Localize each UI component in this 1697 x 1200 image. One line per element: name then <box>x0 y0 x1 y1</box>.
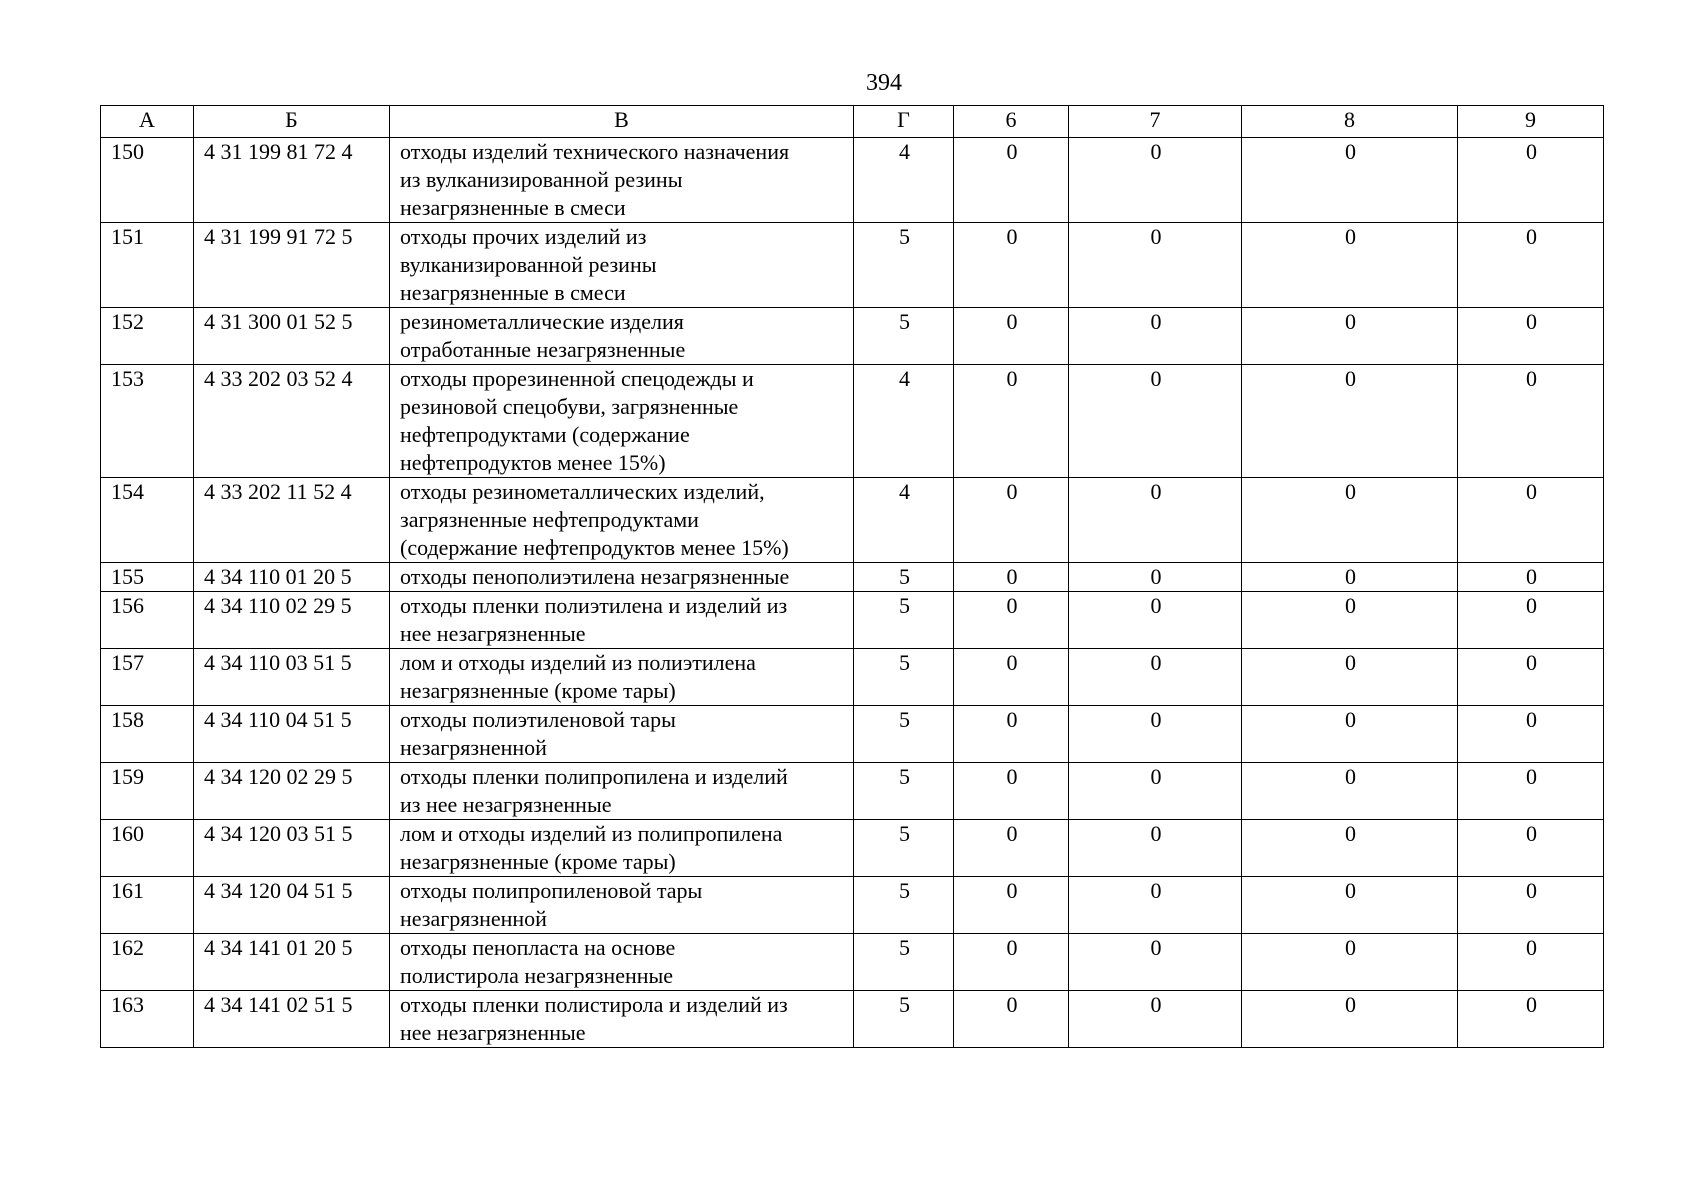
waste-code-cell: 4 34 110 04 51 5 <box>194 706 390 763</box>
hazard-class-cell: 5 <box>854 934 954 991</box>
row-number-cell: 153 <box>101 365 194 478</box>
col-9-value-cell: 0 <box>1458 592 1604 649</box>
waste-classification-table <box>100 105 1604 1048</box>
col-6-value-cell: 0 <box>954 138 1069 223</box>
hazard-class-cell: 5 <box>854 877 954 934</box>
waste-code-cell: 4 31 199 81 72 4 <box>194 138 390 223</box>
waste-name-cell: отходы прорезиненной спецодежды и резиновой спецобуви, загрязненные нефтепродуктами (содержание нефтепродуктов менее 15%) <box>390 365 854 478</box>
waste-name-cell: отходы резинометаллических изделий, загрязненные нефтепродуктами (содержание нефтепродуктов менее 15%) <box>390 478 854 563</box>
col-7-value-cell: 0 <box>1069 563 1242 592</box>
waste-code-cell: 4 31 199 91 72 5 <box>194 223 390 308</box>
col-6-value-cell: 0 <box>954 223 1069 308</box>
row-number-cell: 156 <box>101 592 194 649</box>
col-7-value-cell: 0 <box>1069 934 1242 991</box>
waste-code-cell: 4 33 202 03 52 4 <box>194 365 390 478</box>
col-7-value-cell: 0 <box>1069 820 1242 877</box>
col-9-value-cell: 0 <box>1458 478 1604 563</box>
col-6-value-cell: 0 <box>954 991 1069 1048</box>
waste-name-cell: отходы полипропиленовой тары незагрязненной <box>390 877 854 934</box>
col-7-value-cell: 0 <box>1069 877 1242 934</box>
col-9-value-cell: 0 <box>1458 223 1604 308</box>
header-cell-v: В <box>390 106 854 138</box>
table-row <box>101 991 1604 1048</box>
col-6-value-cell: 0 <box>954 563 1069 592</box>
row-number-cell: 159 <box>101 763 194 820</box>
col-9-value-cell: 0 <box>1458 706 1604 763</box>
hazard-class-cell: 4 <box>854 365 954 478</box>
hazard-class-cell: 5 <box>854 649 954 706</box>
table-row <box>101 365 1604 478</box>
hazard-class-cell: 5 <box>854 592 954 649</box>
table-row <box>101 308 1604 365</box>
hazard-class-cell: 5 <box>854 763 954 820</box>
col-6-value-cell: 0 <box>954 934 1069 991</box>
hazard-class-cell: 4 <box>854 478 954 563</box>
hazard-class-cell: 5 <box>854 563 954 592</box>
col-6-value-cell: 0 <box>954 763 1069 820</box>
row-number-cell: 157 <box>101 649 194 706</box>
col-6-value-cell: 0 <box>954 820 1069 877</box>
header-cell-a: А <box>101 106 194 138</box>
col-7-value-cell: 0 <box>1069 223 1242 308</box>
table-row <box>101 763 1604 820</box>
waste-name-cell: отходы пленки полистирола и изделий из нее незагрязненные <box>390 991 854 1048</box>
row-number-cell: 155 <box>101 563 194 592</box>
header-cell-8: 8 <box>1242 106 1458 138</box>
col-7-value-cell: 0 <box>1069 308 1242 365</box>
table-row <box>101 478 1604 563</box>
waste-code-cell: 4 34 120 04 51 5 <box>194 877 390 934</box>
table-row <box>101 934 1604 991</box>
col-9-value-cell: 0 <box>1458 308 1604 365</box>
col-9-value-cell: 0 <box>1458 934 1604 991</box>
header-cell-7: 7 <box>1069 106 1242 138</box>
col-7-value-cell: 0 <box>1069 706 1242 763</box>
hazard-class-cell: 5 <box>854 991 954 1048</box>
header-cell-6: 6 <box>954 106 1069 138</box>
waste-name-cell: отходы пленки полипропилена и изделий из нее незагрязненные <box>390 763 854 820</box>
col-6-value-cell: 0 <box>954 592 1069 649</box>
col-9-value-cell: 0 <box>1458 649 1604 706</box>
col-8-value-cell: 0 <box>1242 820 1458 877</box>
table-header-row <box>101 106 1604 138</box>
col-7-value-cell: 0 <box>1069 649 1242 706</box>
waste-name-cell: лом и отходы изделий из полиэтилена незагрязненные (кроме тары) <box>390 649 854 706</box>
col-7-value-cell: 0 <box>1069 365 1242 478</box>
table-body <box>101 138 1604 1048</box>
table-row <box>101 563 1604 592</box>
waste-code-cell: 4 34 110 01 20 5 <box>194 563 390 592</box>
col-8-value-cell: 0 <box>1242 877 1458 934</box>
table-row <box>101 820 1604 877</box>
row-number-cell: 154 <box>101 478 194 563</box>
col-9-value-cell: 0 <box>1458 138 1604 223</box>
col-6-value-cell: 0 <box>954 649 1069 706</box>
col-7-value-cell: 0 <box>1069 991 1242 1048</box>
col-8-value-cell: 0 <box>1242 991 1458 1048</box>
row-number-cell: 158 <box>101 706 194 763</box>
hazard-class-cell: 5 <box>854 706 954 763</box>
col-9-value-cell: 0 <box>1458 877 1604 934</box>
col-8-value-cell: 0 <box>1242 934 1458 991</box>
waste-name-cell: отходы полиэтиленовой тары незагрязненной <box>390 706 854 763</box>
hazard-class-cell: 5 <box>854 308 954 365</box>
col-9-value-cell: 0 <box>1458 820 1604 877</box>
col-9-value-cell: 0 <box>1458 563 1604 592</box>
col-8-value-cell: 0 <box>1242 563 1458 592</box>
col-6-value-cell: 0 <box>954 877 1069 934</box>
waste-name-cell: отходы пенополиэтилена незагрязненные <box>390 563 854 592</box>
waste-code-cell: 4 34 110 02 29 5 <box>194 592 390 649</box>
col-9-value-cell: 0 <box>1458 365 1604 478</box>
col-9-value-cell: 0 <box>1458 763 1604 820</box>
waste-code-cell: 4 31 300 01 52 5 <box>194 308 390 365</box>
col-8-value-cell: 0 <box>1242 308 1458 365</box>
col-7-value-cell: 0 <box>1069 138 1242 223</box>
col-8-value-cell: 0 <box>1242 478 1458 563</box>
waste-name-cell: отходы прочих изделий из вулканизированной резины незагрязненные в смеси <box>390 223 854 308</box>
row-number-cell: 151 <box>101 223 194 308</box>
row-number-cell: 163 <box>101 991 194 1048</box>
waste-code-cell: 4 34 110 03 51 5 <box>194 649 390 706</box>
waste-code-cell: 4 33 202 11 52 4 <box>194 478 390 563</box>
waste-code-cell: 4 34 141 02 51 5 <box>194 991 390 1048</box>
col-6-value-cell: 0 <box>954 706 1069 763</box>
table-row <box>101 223 1604 308</box>
col-8-value-cell: 0 <box>1242 138 1458 223</box>
col-8-value-cell: 0 <box>1242 365 1458 478</box>
hazard-class-cell: 4 <box>854 138 954 223</box>
page-number: 394 <box>866 70 902 96</box>
waste-code-cell: 4 34 120 02 29 5 <box>194 763 390 820</box>
col-9-value-cell: 0 <box>1458 991 1604 1048</box>
col-6-value-cell: 0 <box>954 478 1069 563</box>
hazard-class-cell: 5 <box>854 223 954 308</box>
col-8-value-cell: 0 <box>1242 706 1458 763</box>
col-8-value-cell: 0 <box>1242 763 1458 820</box>
col-7-value-cell: 0 <box>1069 592 1242 649</box>
col-8-value-cell: 0 <box>1242 223 1458 308</box>
hazard-class-cell: 5 <box>854 820 954 877</box>
table-row <box>101 649 1604 706</box>
col-6-value-cell: 0 <box>954 365 1069 478</box>
waste-code-cell: 4 34 120 03 51 5 <box>194 820 390 877</box>
col-7-value-cell: 0 <box>1069 478 1242 563</box>
col-8-value-cell: 0 <box>1242 649 1458 706</box>
waste-name-cell: лом и отходы изделий из полипропилена незагрязненные (кроме тары) <box>390 820 854 877</box>
col-7-value-cell: 0 <box>1069 763 1242 820</box>
row-number-cell: 152 <box>101 308 194 365</box>
col-8-value-cell: 0 <box>1242 592 1458 649</box>
table-row <box>101 706 1604 763</box>
waste-name-cell: отходы пленки полиэтилена и изделий из нее незагрязненные <box>390 592 854 649</box>
table-row <box>101 877 1604 934</box>
header-cell-g: Г <box>854 106 954 138</box>
header-cell-9: 9 <box>1458 106 1604 138</box>
waste-name-cell: отходы изделий технического назначения из вулканизированной резины незагрязненные в смеси <box>390 138 854 223</box>
table-row <box>101 592 1604 649</box>
row-number-cell: 162 <box>101 934 194 991</box>
waste-code-cell: 4 34 141 01 20 5 <box>194 934 390 991</box>
table-row <box>101 138 1604 223</box>
header-cell-b: Б <box>194 106 390 138</box>
waste-name-cell: резинометаллические изделия отработанные незагрязненные <box>390 308 854 365</box>
row-number-cell: 150 <box>101 138 194 223</box>
row-number-cell: 161 <box>101 877 194 934</box>
col-6-value-cell: 0 <box>954 308 1069 365</box>
waste-name-cell: отходы пенопласта на основе полистирола незагрязненные <box>390 934 854 991</box>
row-number-cell: 160 <box>101 820 194 877</box>
